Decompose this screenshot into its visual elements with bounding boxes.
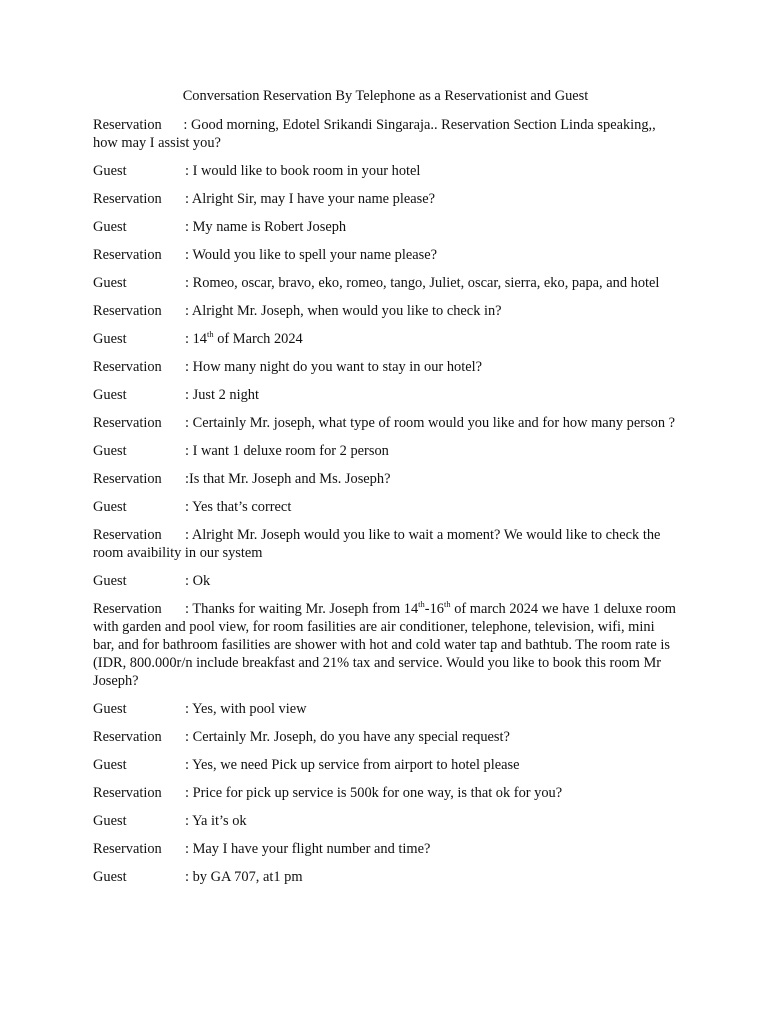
separator: : xyxy=(185,303,192,319)
date-ordinal: th xyxy=(207,329,214,339)
speaker-label: Reservation xyxy=(93,527,162,543)
separator: : xyxy=(185,415,193,431)
speaker-label: Reservation xyxy=(93,785,162,801)
dialogue-line xyxy=(93,274,678,292)
dialogue-line xyxy=(93,812,678,830)
speaker-label: Guest xyxy=(93,275,127,291)
line-text: Is that Mr. Joseph and Ms. Joseph? xyxy=(189,471,391,487)
document-title: Conversation Reservation By Telephone as a Reservationist and Guest xyxy=(182,88,589,104)
speaker-label: Reservation xyxy=(93,601,162,617)
speaker-label: Guest xyxy=(93,757,127,773)
line-text: Good morning, Edotel Srikandi Singaraja.. Reservation Section Linda speaking,, how may I assist you? xyxy=(93,117,656,151)
dialogue-line xyxy=(93,470,678,488)
line-text: How many night do you want to stay in our hotel? xyxy=(192,359,482,375)
dialogue-line xyxy=(93,414,678,432)
line-text: May I have your flight number and time? xyxy=(192,841,431,857)
line-text: Certainly Mr. joseph, what type of room would you like and for how many person ? xyxy=(192,415,676,431)
separator: : xyxy=(185,359,193,375)
speaker-label: Reservation xyxy=(93,841,162,857)
line-text: Ya it’s ok xyxy=(192,813,247,829)
line-text: Alright Mr. Joseph, when would you like to check in? xyxy=(191,303,502,319)
dialogue-line xyxy=(93,840,678,858)
date-ordinal: th xyxy=(418,599,425,609)
separator: : xyxy=(185,869,193,885)
dialogue-line xyxy=(93,116,678,152)
dialogue-line xyxy=(93,246,678,264)
line-text: by GA 707, at1 pm xyxy=(192,869,303,885)
line-text: Alright Sir, may I have your name please? xyxy=(191,191,435,207)
dialogue-line xyxy=(93,498,678,516)
speaker-label: Guest xyxy=(93,443,127,459)
speaker-label: Reservation xyxy=(93,247,162,263)
speaker-label: Reservation xyxy=(93,359,162,375)
speaker-label: Guest xyxy=(93,813,127,829)
dialogue-line xyxy=(93,162,678,180)
speaker-label: Guest xyxy=(93,387,127,403)
separator: : xyxy=(185,499,193,515)
line-text: Just 2 night xyxy=(192,387,259,403)
separator: : xyxy=(185,527,192,543)
line-text: I want 1 deluxe room for 2 person xyxy=(192,443,389,459)
line-text: Yes, with pool view xyxy=(192,701,307,717)
dialogue-line xyxy=(93,190,678,208)
dialogue-line xyxy=(93,572,678,590)
dialogue-line xyxy=(93,526,678,562)
dialogue-line xyxy=(93,330,678,348)
dialogue-line xyxy=(93,868,678,886)
line-text: Ok xyxy=(192,573,211,589)
separator: : xyxy=(185,163,193,179)
line-text: Yes, we need Pick up service from airport to hotel please xyxy=(192,757,520,773)
separator: : xyxy=(185,443,193,459)
line-text: Alright Mr. Joseph would you like to wait a moment? We would like to check the room avaibility in our system xyxy=(93,527,661,561)
speaker-label: Reservation xyxy=(93,303,162,319)
dialogue-line xyxy=(93,302,678,320)
dialogue-line xyxy=(93,218,678,236)
dialogue-line xyxy=(93,600,678,690)
separator: : xyxy=(185,331,193,347)
speaker-label: Guest xyxy=(93,869,127,885)
line-text: Certainly Mr. Joseph, do you have any special request? xyxy=(192,729,510,745)
separator: : xyxy=(185,841,193,857)
line-text: I would like to book room in your hotel xyxy=(192,163,421,179)
speaker-label: Guest xyxy=(93,219,127,235)
date-day: 14 xyxy=(192,331,207,347)
speaker-label: Reservation xyxy=(93,729,162,745)
separator: : xyxy=(185,757,193,773)
separator: : xyxy=(185,701,193,717)
date-rest: of March 2024 xyxy=(213,331,303,347)
separator: : xyxy=(185,247,193,263)
dialogue-line xyxy=(93,756,678,774)
line-text: -16 xyxy=(424,601,444,617)
separator: : xyxy=(185,219,193,235)
speaker-label: Reservation xyxy=(93,415,162,431)
speaker-label: Guest xyxy=(93,499,127,515)
separator: : xyxy=(185,191,192,207)
dialogue-line xyxy=(93,442,678,460)
line-text: of march 2024 we have 1 deluxe room with garden and pool view, for room fasilities are air conditioner, telephone, television, wifi, mini bar, and for bathroom fasilities are shower with hot and cold water tap and bathtub. The room rate is (IDR, 800.000r/n include breakfast and 21% tax and service. Would you like to book this room Mr Joseph? xyxy=(93,601,676,689)
line-text: Romeo, oscar, bravo, eko, romeo, tango, Juliet, oscar, sierra, eko, papa, and hotel xyxy=(192,275,660,291)
dialogue-line xyxy=(93,728,678,746)
separator: : xyxy=(185,785,193,801)
document-page xyxy=(93,87,678,896)
speaker-label: Guest xyxy=(93,331,127,347)
dialogue-line xyxy=(93,358,678,376)
separator: : xyxy=(185,471,189,487)
speaker-label: Guest xyxy=(93,163,127,179)
speaker-label: Reservation xyxy=(93,117,162,133)
separator: : xyxy=(185,813,193,829)
line-text: Would you like to spell your name please? xyxy=(192,247,437,263)
separator: : xyxy=(185,729,193,745)
separator: : xyxy=(185,601,193,617)
speaker-label: Guest xyxy=(93,701,127,717)
dialogue-line xyxy=(93,784,678,802)
separator: : xyxy=(185,275,193,291)
speaker-label: Reservation xyxy=(93,191,162,207)
separator: : xyxy=(185,387,193,403)
separator: : xyxy=(161,117,191,133)
date-ordinal: th xyxy=(443,599,451,609)
line-text: My name is Robert Joseph xyxy=(192,219,347,235)
line-text: Yes that’s correct xyxy=(192,499,292,515)
dialogue-line xyxy=(93,386,678,404)
speaker-label: Reservation xyxy=(93,471,162,487)
line-text: Price for pick up service is 500k for one way, is that ok for you? xyxy=(192,785,563,801)
speaker-label: Guest xyxy=(93,573,127,589)
line-text: Thanks for waiting Mr. Joseph from 14 xyxy=(192,601,419,617)
dialogue-line xyxy=(93,700,678,718)
separator: : xyxy=(185,573,193,589)
